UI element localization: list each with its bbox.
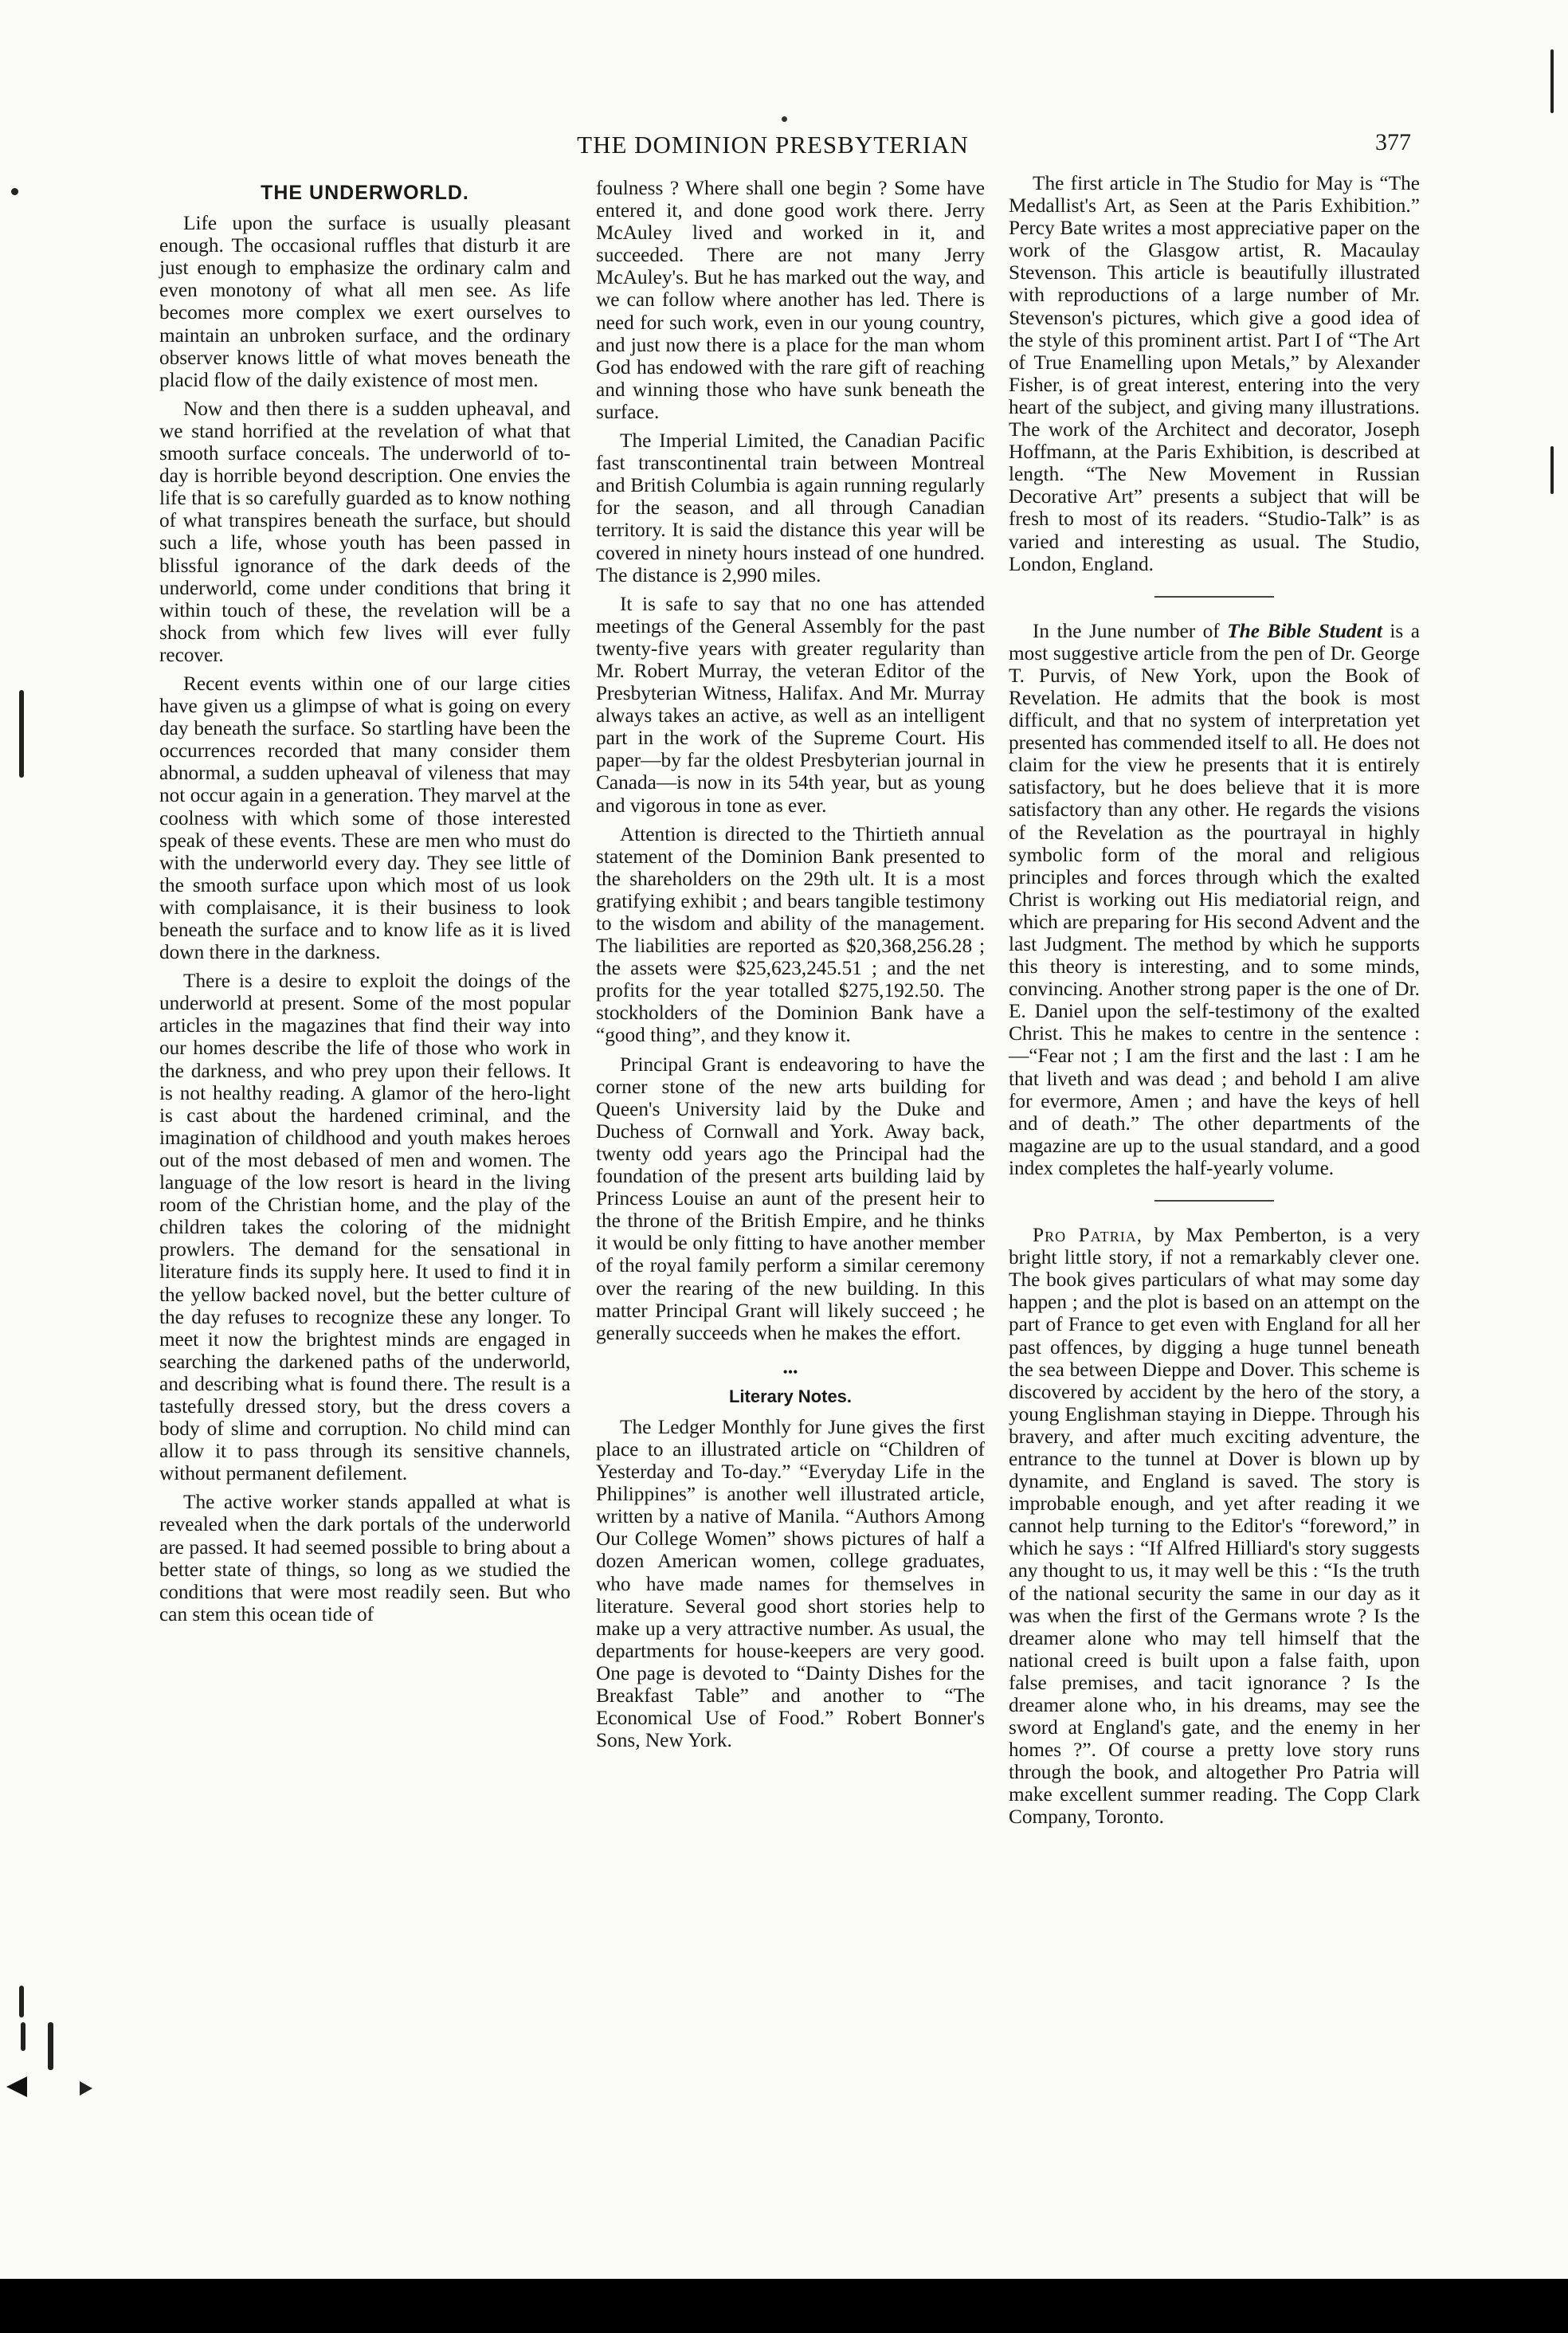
news-item: Principal Grant is endeavoring to have the corner stone of the new arts building for Queen's University laid by the Duke and Duchess of Cornwall and York. Away back, twenty odd years ago the Principal had the foundation of the present arts building laid by Princess Louise an aunt of the present heir to the throne of the British Empire, and he thinks it would be only fitting to have another member of the royal family perform a similar ceremony over the rearing of the new building. In this matter Principal Grant will likely succeed ; he generally succeeds when he makes the effort. (596, 1053, 985, 1344)
article-heading-underworld: THE UNDERWORLD. (261, 182, 469, 204)
binding-mark (19, 1986, 24, 2017)
printer-dot (782, 116, 787, 122)
news-item: The Imperial Limited, the Canadian Pacific fast transcontinental train between Montreal and British Columbia is again running regularly for the season, and all through Canadian territory. It is said the distance this year will be covered in ninety hours instead of one hundred. The distance is 2,990 miles. (596, 429, 985, 586)
arrow-right-icon (80, 2081, 92, 2096)
article-paragraph: Life upon the surface is usually pleasant enough. The occasional ruffles that disturb it are just enough to emphasize the ordinary calm and even monotony of what all men see. As life becomes more complex we exert ourselves to maintain an unbroken surface, and the ordinary observer knows little of what moves beneath the placid flow of the daily existence of most men. (159, 212, 570, 391)
section-ornament: ••• (782, 1363, 798, 1380)
journal-title: The Bible Student (1227, 619, 1382, 642)
column-1 (159, 175, 570, 1632)
binding-mark (1550, 49, 1554, 113)
bible-intro: In the June number of (1033, 619, 1220, 642)
literary-notes-heading: Literary Notes. (728, 1386, 853, 1406)
binding-mark (48, 2022, 53, 2070)
column-3 (1009, 172, 1420, 1835)
book-title: Pro Patria, (1033, 1224, 1143, 1247)
article-paragraph: foulness ? Where shall one begin ? Some have entered it, and done good work there. Jerry McAuley lived and worked in it, and succeeded. There are not many Jerry McAuley's. But he has marked out the way, and we can follow where another has led. There is need for such work, even in our young country, and just now there is a place for the man whom God has endowed with the rare gift of reaching and winning those who have sunk beneath the surface. (596, 177, 985, 423)
column-2 (596, 177, 985, 1758)
section-divider (1154, 596, 1274, 598)
scan-border (0, 2279, 1568, 2333)
literary-note (1009, 620, 1420, 1179)
literary-note: The first article in The Studio for May is “The Medallist's Art, as Seen at the Paris Exhibition.” Percy Bate writes a most appreciative paper on the work of the Glasgow artist, R. Macaulay Stevenson. This article is beautifully illustrated with reproductions of a large number of Mr. Stevenson's pictures, which give a good idea of the style of this prominent artist. Part I of “The Art of True Enamelling upon Metals,” by Alexander Fisher, is of great interest, entering into the very heart of the subject, and giving many illustrations. The work of the Architect and decorator, Joseph Hoffmann, at the Paris Exhibition, is described at length. “The New Movement in Russian Decorative Art” presents a subject that will be fresh to most of its readers. “Studio-Talk” is as varied and interesting as usual. The Studio, London, England. (1009, 172, 1420, 575)
article-paragraph: The active worker stands appalled at what is revealed when the dark portals of the underworld are passed. It had seemed possible to bring about a better state of things, so long as we studied the conditions that were most readily seen. But who can stem this ocean tide of (159, 1491, 570, 1625)
article-paragraph: There is a desire to exploit the doings of the underworld at present. Some of the most popular articles in the magazines that find their way into our homes describe the life of those who work in the darkness, and who prey upon their fellows. It is not healthy reading. A glamor of the hero-light is cast about the hardened criminal, and the imagination of childhood and youth makes heroes out of the most debased of men and women. The language of the low resort is heard in the living room of the Christian home, and the play of the children takes the coloring of the midnight prowlers. The demand for the sensational in literature finds its supply here. It used to find it in the yellow backed novel, but the better culture of the day refuses to recognize these any longer. To meet it now the brightest minds are engaged in searching the darkened paths of the underworld, and describing what is found there. The result is a tastefully dressed story, but the dress covers a body of slime and corruption. No child mind can allow it to pass through its sensitive channels, without permanent defilement. (159, 970, 570, 1485)
book-review-text: by Max Pemberton, is a very bright little story, if not a remarkably clever one. The book gives particulars of what may some day happen ; and the plot is based on an attempt on the part of France to get even with England for all her past offences, by digging a huge tunnel beneath the sea between Dieppe and Dover. This scheme is discovered by accident by the hero of the story, a young Englishman staying in Dieppe. Through his bravery, and after much exciting adventure, the entrance to the tunnel at Dover is blown up by dynamite, and England is saved. The story is improbable enough, and yet after reading it we cannot help turning to the Editor's “foreword,” in which he says : “If Alfred Hilliard's story suggests any thought to us, it may well be this : “Is the truth of the national security the same in our day as it was when the first of the Germans wrote ? Is the dreamer alone who may tell himself that the national creed is built upon a false faith, upon false premises, and tacit ignorance ? Is the dreamer alone who, in his dreams, may see the sword at England's gate, and the enemy in her homes ?”. Of course a pretty love story runs through the book, and altogether Pro Patria will make excellent summer reading. The Copp Clark Company, Toronto. (1009, 1224, 1421, 1829)
article-paragraph: Now and then there is a sudden upheaval, and we stand horrified at the revelation of what that smooth surface conceals. The underworld of to-day is horrible beyond description. One envies the life that is so carefully guarded as to know nothing of what transpires beneath the surface, but should such a life, whose youth has been passed in blissful ignorance of the dark deeds of the underworld, come under conditions that bring it within touch of these, the revelation will be a shock from which few lives will ever fully recover. (159, 397, 570, 666)
news-item: It is safe to say that no one has attended meetings of the General Assembly for the past twenty-five years with greater regularity than Mr. Robert Murray, the veteran Editor of the Presbyterian Witness, Halifax. And Mr. Murray always takes an active, as well as an intelligent part in the work of the Supreme Court. His paper—by far the oldest Presbyterian journal in Canada—is now in its 54th year, but as young and vigorous in tone as ever. (596, 592, 985, 817)
binding-mark (19, 690, 24, 778)
binding-mark (1550, 446, 1554, 494)
section-divider (1154, 1200, 1274, 1202)
literary-note (1009, 1224, 1420, 1829)
binding-mark (21, 2022, 25, 2051)
running-head: THE DOMINION PRESBYTERIAN (577, 131, 969, 159)
literary-note: The Ledger Monthly for June gives the first place to an illustrated article on “Children of Yesterday and To-day.” “Everyday Life in the Philippines” is another well illustrated article, written by a native of Manila. “Authors Among Our College Women” shows pictures of half a dozen American women, college graduates, who have made names for themselves in literature. Several good short stories help to make up a very attractive number. As usual, the departments for house-keepers are very good. One page is devoted to “Dainty Dishes for the Breakfast Table” and another to “The Economical Use of Food.” Robert Bonner's Sons, New York. (596, 1415, 985, 1752)
bible-text: is a most suggestive article from the pen of Dr. George T. Purvis, of New York, upon the Book of Revelation. He admits that the book is most difficult, and that no system of interpretation yet presented has commended itself to all. He does not claim for the view he presents that it is entirely satisfactory, but he does believe that it is more satisfactory than any other. He regards the visions of the Revelation as the pourtrayal in highly symbolic form of the moral and religious principles and forces through which the exalted Christ is working out His mediatorial reign, and which are preparing for His second Advent and the last Judgment. The method by which he supports this theory is interesting, and to some minds, convincing. Another strong paper is the one of Dr. E. Daniel upon the self-testimony of the exalted Christ. This he makes to centre in the sentence :—“Fear not ; I am the first and the last : I am he that liveth and was dead ; and behold I am alive for evermore, Amen ; and have the keys of hell and of death.” The other departments of the magazine are up to the usual standard, and a good index completes the half-yearly volume. (1009, 619, 1420, 1179)
margin-bullet (11, 188, 18, 195)
page-number: 377 (1375, 129, 1411, 155)
news-item: Attention is directed to the Thirtieth annual statement of the Dominion Bank presented to the shareholders on the 29th ult. It is a most gratifying exhibit ; and bears tangible testimony to the wisdom and ability of the management. The liabilities are reported as $20,368,256.28 ; the assets were $25,623,245.51 ; and the net profits for the year totalled $275,192.50. The stockholders of the Dominion Bank have a “good thing”, and they know it. (596, 822, 985, 1047)
arrow-left-icon (6, 2076, 27, 2097)
article-paragraph: Recent events within one of our large cities have given us a glimpse of what is going on every day beneath the surface. So startling have been the occurrences recorded that many consider them abnormal, a sudden upheaval of vileness that may not occur again in a generation. They marvel at the coolness with which some of those interested speak of these events. These are men who must do with the underworld every day. They see little of the smooth surface upon which most of us look with complaisance, it is their business to look beneath the surface and to know life as it is lived down there in the darkness. (159, 672, 570, 964)
